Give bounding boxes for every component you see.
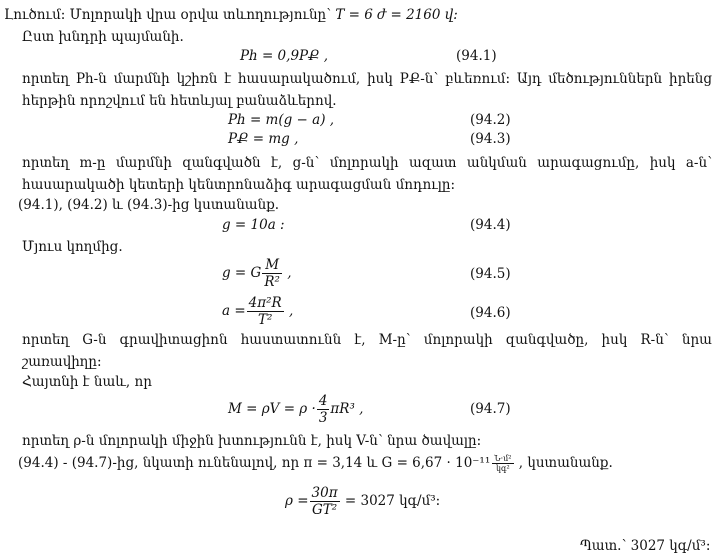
eq-94-6-tail: , [289,303,294,319]
equation-94-5 [222,254,292,292]
explanation-2-line-2: հասարակածի կետերի կենտրոնաձիգ արագացման մոդուլը: [22,177,455,193]
gravity-unit-denominator: կգ² [495,464,510,473]
explanation-1-line-1: որտեղ Pհ-ն մարմնի կշիռն է հասարակածում, իսկ PՔ-ն՝ բևեռում: Այդ մեծություններն իրենց [22,71,712,87]
eq-94-6-left: a = [222,303,246,319]
equation-94-7 [228,390,363,428]
result-left: ρ = [285,493,309,509]
solution-label: Լուծում: Մոլորակի վրա օրվա տևողությունը՝ [4,7,332,23]
other-side-text: Մյուս կողմից. [22,239,123,255]
period-formula: T = 6 ժ = 2160 վ: [335,7,458,23]
eq-94-5-numerator: M [262,257,282,274]
eq-94-6-fraction [247,295,284,328]
eq-94-7-numerator: 4 [318,393,328,409]
equation-94-6 [222,292,293,330]
eq-94-6-numerator: 4π²R [248,295,282,311]
eq-94-7-denominator: 3 [318,410,328,426]
result-formula [285,482,440,520]
equation-94-2: Pհ = m(g − a) , [228,112,335,128]
answer: Պատ.՝ 3027 կգ/մ³: [580,538,711,554]
equation-number-94-4: (94.4) [470,217,511,233]
gravity-unit-fraction [492,454,513,473]
explanation-5-line-2: շառավիղը: [22,354,102,370]
eq-94-7-fraction [317,393,330,426]
result-denominator: GT² [311,502,338,518]
equation-number-94-7: (94.7) [470,401,511,417]
derivation-note: (94.1), (94.2) և (94.3)-ից կստանանք. [18,197,280,213]
result-value: = 3027 կգ/մ³: [344,493,441,509]
explanation-5-line-1: որտեղ G-ն գրավիտացիոն հաստատունն է, M-ը՝ մոլորակի զանգվածը, իսկ R-ն՝ նրա [22,332,712,348]
equation-number-94-5: (94.5) [470,266,511,282]
eq-94-5-left: g = G [222,265,262,281]
solution-intro [4,6,458,24]
explanation-1-line-2: հերթին որոշվում են հետևյալ բանաձևերով. [22,93,337,109]
constants-note-before: (94.4) - (94.7)-ից, նկատի ունենալով, որ π = 3,14 և G = 6,67 · 10⁻¹¹ [18,455,491,471]
equation-number-94-6: (94.6) [470,305,511,321]
equation-94-1: Pհ = 0,9PՔ , [240,48,329,64]
eq-94-5-tail: , [287,265,292,281]
constants-note [18,450,613,476]
result-fraction [310,485,340,518]
eq-94-5-denominator: R² [264,274,280,290]
equation-number-94-2: (94.2) [470,112,511,128]
equation-number-94-3: (94.3) [470,131,511,147]
equation-number-94-1: (94.1) [456,48,497,64]
equation-94-3: PՔ = mg , [228,131,299,147]
eq-94-5-fraction [262,257,282,290]
result-numerator: 30π [311,485,338,501]
known-text: Հայտնի է նաև, որ [22,374,152,390]
equation-94-4: g = 10a : [222,217,285,233]
constants-note-after: , կստանանք. [518,455,613,471]
condition-text: Ըստ խնդրի պայմանի. [22,29,184,45]
gravity-unit-numerator: Ն·մ² [494,454,512,463]
eq-94-6-denominator: T² [257,312,273,328]
density-definition: որտեղ ρ-ն մոլորակի միջին խտությունն է, իսկ V-ն՝ նրա ծավալը: [22,433,482,449]
eq-94-7-left: M = ρV = ρ · [228,401,316,417]
eq-94-7-tail: πR³ , [330,401,364,417]
explanation-2-line-1: որտեղ m-ը մարմնի զանգվածն է, g-ն՝ մոլորակի ազատ անկման արագացումը, իսկ a-ն՝ [22,155,712,171]
